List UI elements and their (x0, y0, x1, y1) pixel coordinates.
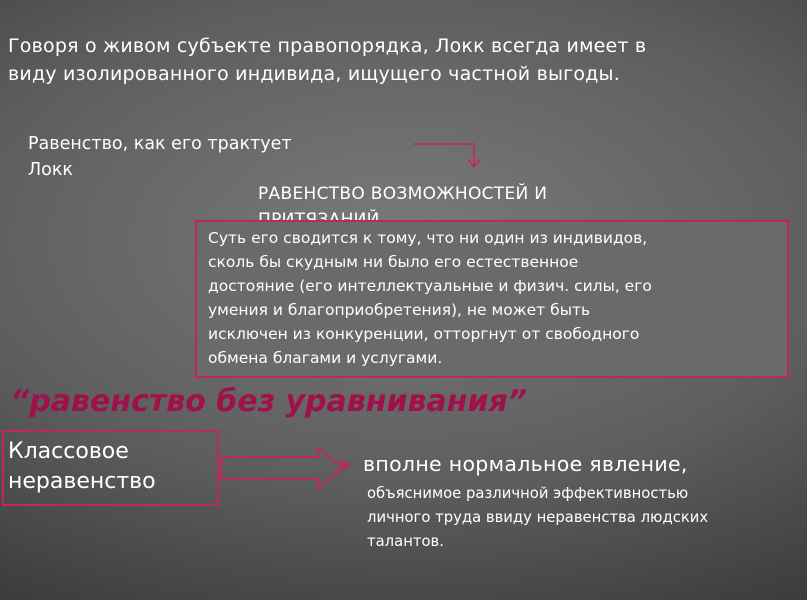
equality-title (258, 181, 678, 216)
essence-line: обмена благами и услугами. (208, 349, 443, 367)
essence-line: исключен из конкуренции, отторгнут от свободного (208, 325, 640, 343)
equality-label-line: Локк (28, 160, 74, 180)
equality-title-line: РАВЕНСТВО ВОЗМОЖНОСТЕЙ И (258, 184, 548, 204)
connector-arrow-icon (410, 138, 490, 172)
slogan: “равенство без уравнивания” (10, 384, 528, 419)
explanation-line: личного труда ввиду неравенства людских (367, 509, 709, 526)
equality-label (28, 131, 388, 183)
explanation-line: талантов. (367, 533, 444, 550)
essence-line: умения и благоприобретения), не может быть (208, 301, 591, 319)
bullet-arrow-icon (339, 457, 353, 473)
class-line: неравенство (8, 469, 156, 494)
class-inequality-text (8, 437, 218, 497)
heading-line: Говоря о живом субъекте правопорядка, Локк всегда имеет в (8, 35, 647, 57)
equality-label-line: Равенство, как его трактует (28, 134, 292, 154)
normal-phrase: вполне нормальное явление, (363, 452, 688, 476)
heading-line: виду изолированного индивида, ищущего частной выгоды. (8, 63, 620, 85)
essence-line: Суть его сводится к тому, что ни один из индивидов, (208, 229, 648, 247)
slide-heading (8, 32, 788, 88)
explanation-text (367, 482, 807, 554)
explanation-line: объяснимое различной эффективностью (367, 485, 689, 502)
class-line: Классовое (8, 439, 129, 464)
right-arrow-icon (220, 446, 348, 490)
essence-line: достояние (его интеллектуальные и физич. силы, его (208, 277, 652, 295)
essence-text (208, 226, 778, 370)
essence-line: сколь бы скудным ни было его естественное (208, 253, 579, 271)
